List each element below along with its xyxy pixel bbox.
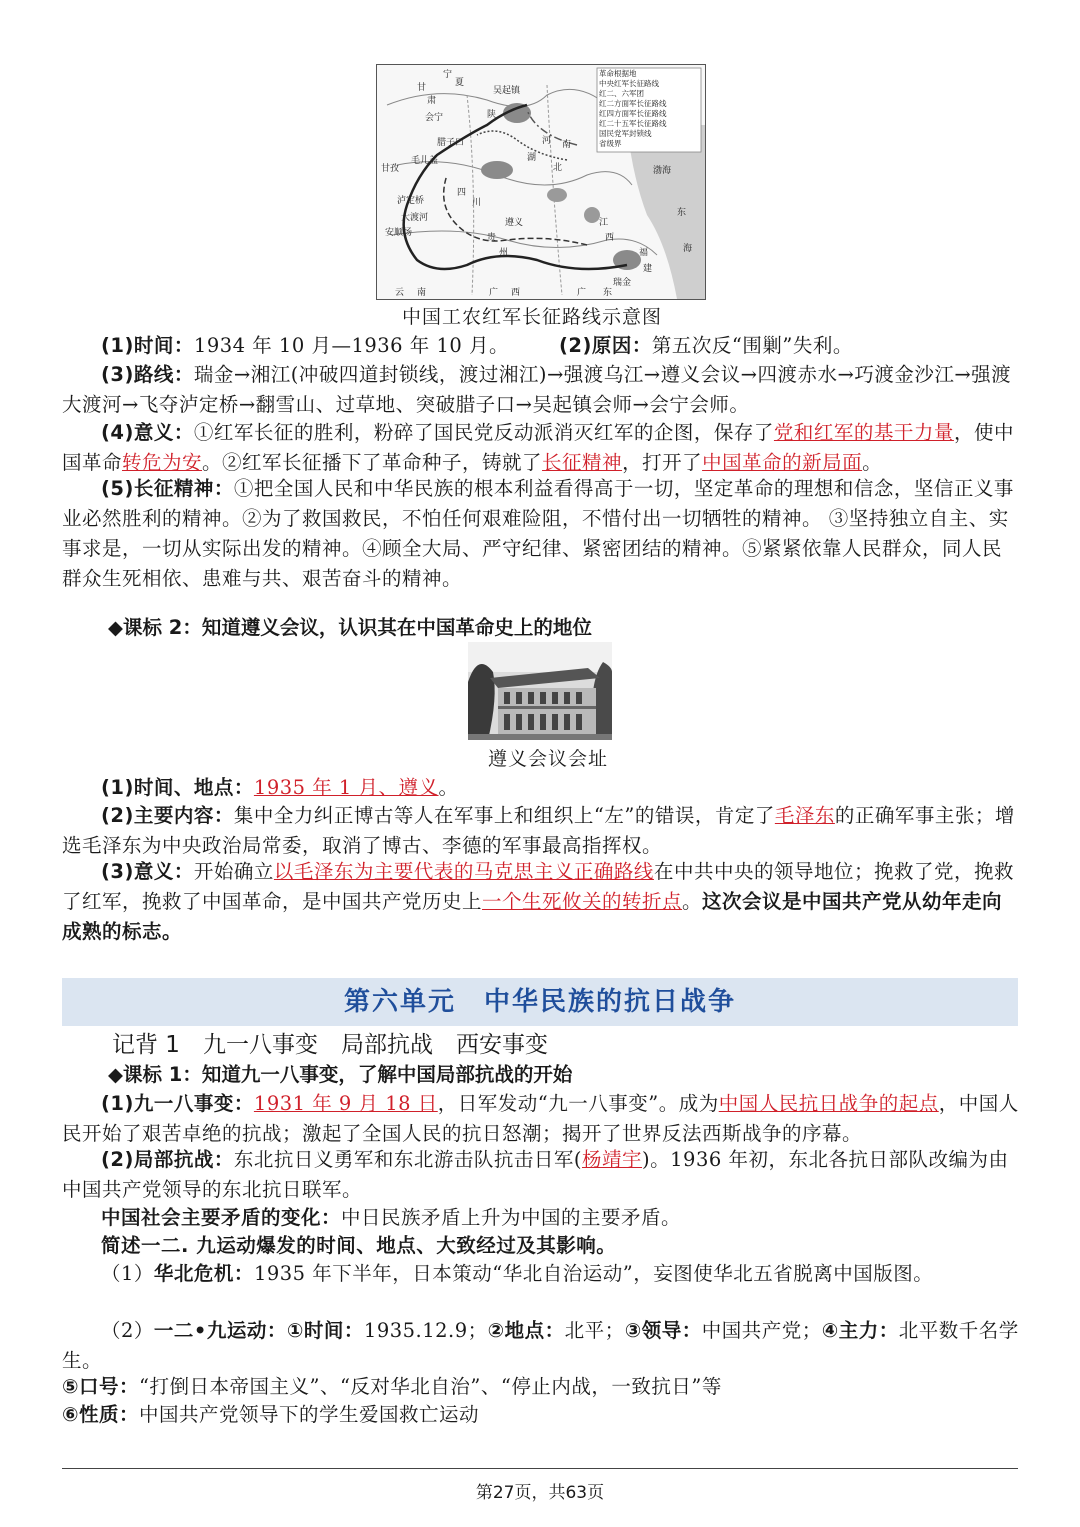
text-918-part: ，日军发动“九一八事变”。成为 bbox=[437, 1092, 719, 1115]
place-label: 大渡河 bbox=[401, 213, 429, 223]
item-number: （2） bbox=[101, 1319, 154, 1342]
label-129: 一二•九运动：①时间： bbox=[153, 1319, 364, 1342]
legend-item: 红二方面军长征路线 bbox=[599, 99, 667, 108]
paragraph-129-movement bbox=[62, 1316, 1020, 1376]
text-slogan: “打倒日本帝国主义”、“反对华北自治”、“停止内战，一致抗日”等 bbox=[139, 1375, 722, 1398]
place-label: 建 bbox=[643, 264, 653, 274]
paragraph-question bbox=[62, 1231, 1020, 1261]
text-crisis: 1935 年下半年，日本策动“华北自治运动”，妄图使华北五省脱离中国版图。 bbox=[253, 1262, 934, 1285]
place-label: 江 bbox=[599, 218, 609, 228]
place-label: 广 bbox=[577, 288, 587, 298]
label-time-place: (1)时间、地点： bbox=[101, 776, 254, 799]
heading-text: ◆课标 1：知道九一八事变，了解中国局部抗战的开始 bbox=[108, 1063, 573, 1086]
label-local-resistance: (2)局部抗战： bbox=[101, 1148, 234, 1171]
text-nature: 中国共产党领导下的学生爱国救亡运动 bbox=[139, 1403, 480, 1426]
key-term: 党和红军的基干力量 bbox=[773, 421, 954, 444]
paragraph-918-incident bbox=[62, 1089, 1020, 1149]
legend-item: 国民党军封锁线 bbox=[599, 129, 652, 138]
text-significance-part: 。 bbox=[862, 451, 883, 474]
place-label: 腊子口 bbox=[437, 138, 465, 148]
paragraph-north-china-crisis bbox=[62, 1259, 1020, 1289]
label-contradiction: 中国社会主要矛盾的变化： bbox=[101, 1206, 342, 1229]
paragraph-contradiction bbox=[62, 1203, 1020, 1233]
place-label: 海 bbox=[683, 244, 693, 254]
curriculum-heading-2 bbox=[108, 613, 1066, 643]
place-label: 云 bbox=[395, 288, 405, 298]
text-129-leader: 中国共产党； bbox=[701, 1319, 822, 1342]
key-term: 1935 年 1 月、遵义 bbox=[253, 776, 439, 799]
text-significance-part: 。②红军长征播下了革命种子，铸就了 bbox=[202, 451, 543, 474]
zunyi-site-photo bbox=[468, 642, 612, 740]
paragraph-zunyi-significance bbox=[62, 857, 1020, 947]
key-term: 以毛泽东为主要代表的马克思主义正确路线 bbox=[273, 860, 654, 883]
map-caption: 中国工农红军长征路线示意图 bbox=[402, 306, 663, 328]
label-cause: (2)原因： bbox=[558, 334, 652, 357]
place-label: 河 bbox=[542, 136, 552, 146]
page-number: 第27页，共63页 bbox=[475, 1483, 605, 1503]
curriculum-heading-1 bbox=[108, 1060, 1066, 1090]
place-label: 甘 bbox=[417, 83, 427, 93]
place-label: 毛儿盖 bbox=[411, 156, 439, 166]
place-label: 福 bbox=[639, 248, 649, 258]
label-main-force: ④主力： bbox=[821, 1319, 899, 1342]
text-significance-part: ，打开了 bbox=[622, 451, 703, 474]
place-label: 北 bbox=[553, 163, 563, 173]
key-term: 1931 年 9 月 18 日 bbox=[253, 1092, 438, 1115]
text-route: 瑞金→湘江(冲破四道封锁线，渡过湘江)→强渡乌江→遵义会议→四渡赤水→巧渡金沙江→强渡大渡河→飞夺泸定桥→翻雪山、过草地、突破腊子口→吴起镇会师→会宁会师。 bbox=[62, 363, 1012, 416]
text-significance-part: 。 bbox=[682, 890, 703, 913]
text-significance-part: 在中共中央的领导地位；挽救了党，挽救了红军，挽救了中国革命，是中国共产党历史上 bbox=[62, 860, 1014, 913]
key-term: 杨靖宇 bbox=[582, 1148, 643, 1171]
text-spirit: ①把全国人民和中华民族的根本利益看得高于一切，坚定革命的理想和信念，坚信正义事业必然胜利的精神。②为了救国救民，不怕任何艰难险阻，不惜付出一切牺牲的精神。 ③坚持独立自主、实事求是，一切从实际出发的精神。④顾全大局、严守纪律、紧密团结的精神。⑤紧紧依靠人民群众，同人民群众生死相依、患难与共、艰苦奋斗的精神。 bbox=[62, 477, 1014, 590]
place-label: 广 bbox=[489, 288, 499, 298]
label-918: (1)九一八事变： bbox=[101, 1092, 254, 1115]
map-legend bbox=[599, 69, 701, 149]
place-label: 川 bbox=[472, 198, 482, 208]
place-label: 陕 bbox=[487, 110, 497, 120]
unit-title-band bbox=[62, 978, 1018, 1026]
text-content-part: 的正确军事主张；增选毛泽东为中央政治局常委，取消了博古、李德的军事最高指挥权。 bbox=[62, 804, 1015, 857]
text-content-part: 集中全力纠正博古等人在军事上和组织上“左”的错误，肯定了 bbox=[233, 804, 775, 827]
footer-divider bbox=[62, 1468, 1018, 1469]
place-label: 东 bbox=[603, 288, 613, 298]
place-label: 湖 bbox=[527, 153, 537, 163]
place-label: 南 bbox=[562, 140, 572, 150]
paragraph-significance bbox=[62, 418, 1020, 478]
paragraph-slogan bbox=[62, 1372, 1020, 1402]
key-term: 转危为安 bbox=[122, 451, 203, 474]
key-term: 毛泽东 bbox=[774, 804, 835, 827]
text-time: 1934 年 10 月—1936 年 10 月。 bbox=[193, 334, 509, 357]
label-crisis: 华北危机： bbox=[153, 1262, 254, 1285]
key-term: 中国革命的新局面 bbox=[702, 451, 863, 474]
place-label: 吴起镇 bbox=[493, 86, 521, 96]
text-129-place: 北平； bbox=[564, 1319, 625, 1342]
place-label: 东 bbox=[677, 208, 687, 218]
key-term: 中国人民抗日战争的起点 bbox=[718, 1092, 939, 1115]
label-main-content: (2)主要内容： bbox=[101, 804, 234, 827]
label-significance: (4)意义： bbox=[101, 421, 194, 444]
place-label: 遵义 bbox=[505, 218, 524, 228]
text-significance-part: 开始确立 bbox=[193, 860, 274, 883]
text-129-time: 1935.12.9； bbox=[363, 1319, 488, 1342]
paragraph-zunyi-time-place bbox=[62, 773, 1020, 803]
text-918-part: ，中国人民开始了艰苦卓绝的抗战；激起了全国人民的抗日怒潮；揭开了世界反法西斯战争的序幕。 bbox=[62, 1092, 1019, 1145]
label-leader: ③领导： bbox=[624, 1319, 702, 1342]
place-label: 宁 bbox=[443, 70, 453, 80]
place-label: 瑞金 bbox=[613, 278, 632, 288]
label-nature: ⑥性质： bbox=[62, 1403, 140, 1426]
place-label: 贵 bbox=[487, 233, 497, 243]
text-end: 。 bbox=[438, 776, 459, 799]
place-label: 安顺场 bbox=[385, 228, 413, 238]
legend-item: 红二十五军长征路线 bbox=[599, 119, 667, 128]
label-place: ②地点： bbox=[487, 1319, 565, 1342]
text-significance-part: ，使中国革命 bbox=[62, 421, 1014, 474]
place-label: 泸定桥 bbox=[397, 196, 425, 206]
label-route: (3)路线： bbox=[101, 363, 194, 386]
paragraph-nature bbox=[62, 1400, 1020, 1430]
label-spirit: (5)长征精神： bbox=[101, 477, 234, 500]
text-significance-part: ①红军长征的胜利，粉碎了国民党反动派消灭红军的企图，保存了 bbox=[193, 421, 774, 444]
place-label: 甘孜 bbox=[381, 164, 400, 174]
building-illustration bbox=[468, 642, 612, 740]
legend-item: 省级界 bbox=[599, 139, 622, 148]
place-label: 会宁 bbox=[425, 113, 444, 123]
legend-item: 红四方面军长征路线 bbox=[599, 109, 667, 118]
paragraph-route bbox=[62, 360, 1020, 420]
photo-caption: 遵义会议会址 bbox=[488, 748, 609, 770]
key-term: 长征精神 bbox=[542, 451, 623, 474]
paragraph-local-resistance bbox=[62, 1145, 1020, 1205]
bold-conclusion: 这次会议是中国共产党从幼年走向成熟的标志。 bbox=[62, 890, 1003, 943]
unit-title: 第六单元 中华民族的抗日战争 bbox=[343, 987, 736, 1017]
place-label: 西 bbox=[605, 233, 615, 243]
place-label: 四 bbox=[457, 188, 467, 198]
legend-item: 红二、六军团 bbox=[599, 89, 644, 98]
memo-heading: 记背 1 九一八事变 局部抗战 西安事变 bbox=[112, 1032, 548, 1058]
text-contradiction: 中日民族矛盾上升为中国的主要矛盾。 bbox=[341, 1206, 682, 1229]
paragraph-zunyi-content bbox=[62, 801, 1020, 861]
text-resistance-part: )。1936 年初，东北各抗日部队改编为由中国共产党领导的东北抗日联军。 bbox=[62, 1148, 1009, 1201]
label-slogan: ⑤口号： bbox=[62, 1375, 140, 1398]
place-label: 渤海 bbox=[653, 166, 672, 176]
place-label: 西 bbox=[511, 288, 521, 298]
legend-item: 革命根据地 bbox=[599, 69, 637, 78]
item-number: （1） bbox=[101, 1262, 154, 1285]
place-label: 肃 bbox=[427, 96, 437, 106]
long-march-map bbox=[376, 64, 706, 300]
heading-text: ◆课标 2：知道遵义会议，认识其在中国革命史上的地位 bbox=[108, 616, 592, 639]
place-label: 夏 bbox=[455, 78, 465, 88]
text-cause: 第五次反“围剿”失利。 bbox=[651, 334, 853, 357]
key-term: 一个生死攸关的转折点 bbox=[482, 890, 683, 913]
text-129-main-force: 北平数千名学生。 bbox=[62, 1319, 1019, 1372]
question-text: 简述一二. 九运动爆发的时间、地点、大致经过及其影响。 bbox=[101, 1234, 617, 1257]
place-label: 州 bbox=[499, 248, 509, 258]
label-time: (1)时间： bbox=[101, 334, 194, 357]
paragraph-long-march-spirit bbox=[62, 474, 1020, 594]
legend-item: 中央红军长征路线 bbox=[599, 79, 659, 88]
label-significance: (3)意义： bbox=[101, 860, 194, 883]
paragraph-time-cause bbox=[62, 331, 1020, 361]
place-label: 南 bbox=[417, 288, 427, 298]
text-resistance-part: 东北抗日义勇军和东北游击队抗击日军( bbox=[233, 1148, 583, 1171]
